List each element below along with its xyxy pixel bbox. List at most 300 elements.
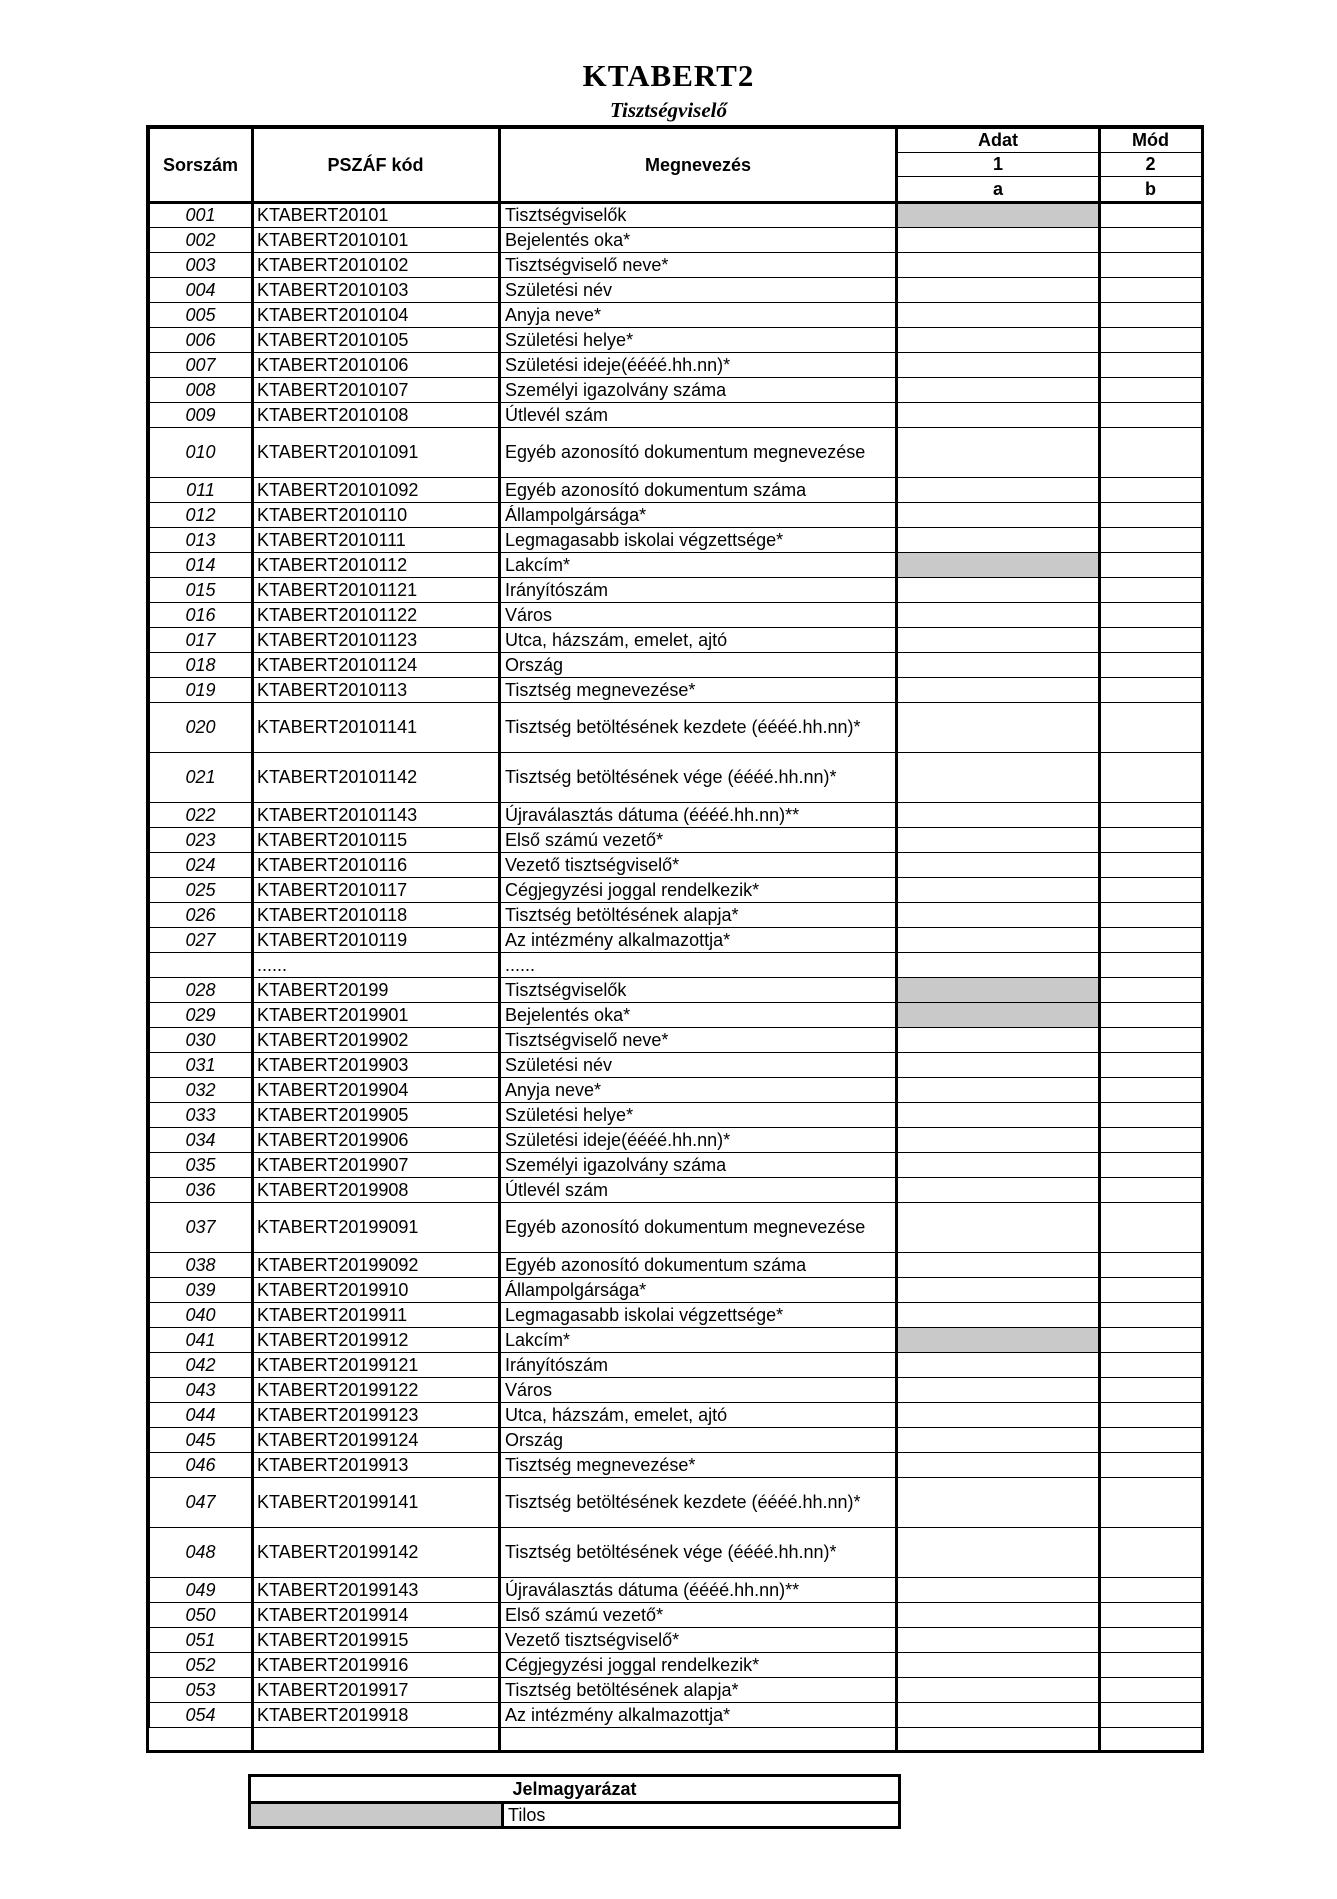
row-mod-cell[interactable]	[1100, 528, 1202, 553]
table-row	[150, 853, 1202, 878]
row-number: 022	[150, 803, 252, 828]
row-number: 014	[150, 553, 252, 578]
row-code: KTABERT20199092	[252, 1253, 500, 1278]
row-name: Tisztségviselők	[500, 203, 897, 228]
row-mod-cell[interactable]	[1100, 878, 1202, 903]
row-name: Anyja neve*	[500, 303, 897, 328]
row-mod-cell[interactable]	[1100, 953, 1202, 978]
row-number: 042	[150, 1353, 252, 1378]
row-code: KTABERT20101121	[252, 578, 500, 603]
row-mod-cell[interactable]	[1100, 553, 1202, 578]
table-row	[150, 1103, 1202, 1128]
row-name: Az intézmény alkalmazottja*	[500, 928, 897, 953]
row-adat-cell[interactable]	[897, 1353, 1100, 1378]
table-row	[150, 1028, 1202, 1053]
row-mod-cell[interactable]	[1100, 928, 1202, 953]
row-adat-cell[interactable]	[897, 928, 1100, 953]
row-name: Állampolgársága*	[500, 1278, 897, 1303]
header-adat: Adat	[897, 129, 1100, 153]
row-number: 053	[150, 1678, 252, 1703]
row-mod-cell[interactable]	[1100, 1328, 1202, 1353]
row-name: Bejelentés oka*	[500, 228, 897, 253]
row-code: KTABERT2019908	[252, 1178, 500, 1203]
row-number: 035	[150, 1153, 252, 1178]
row-name: Tisztségviselő neve*	[500, 253, 897, 278]
table-row	[150, 753, 1202, 803]
row-adat-cell[interactable]	[897, 303, 1100, 328]
row-number: 031	[150, 1053, 252, 1078]
table-row	[150, 1578, 1202, 1603]
table-row	[150, 928, 1202, 953]
row-code: KTABERT20199091	[252, 1203, 500, 1253]
row-mod-cell[interactable]	[1100, 1253, 1202, 1278]
table-row	[150, 1203, 1202, 1253]
row-name: Tisztségviselők	[500, 978, 897, 1003]
row-name: Tisztség betöltésének alapja*	[500, 903, 897, 928]
row-mod-cell[interactable]	[1100, 1353, 1202, 1378]
row-number: 009	[150, 403, 252, 428]
row-adat-cell[interactable]	[897, 1053, 1100, 1078]
row-mod-cell[interactable]	[1100, 603, 1202, 628]
row-mod-cell[interactable]	[1100, 503, 1202, 528]
row-name: Útlevél szám	[500, 403, 897, 428]
row-code: KTABERT20101124	[252, 653, 500, 678]
row-name: Egyéb azonosító dokumentum száma	[500, 478, 897, 503]
table-row	[150, 703, 1202, 753]
header-megnevezes: Megnevezés	[500, 129, 897, 203]
row-mod-cell[interactable]	[1100, 1453, 1202, 1478]
table-row	[150, 1353, 1202, 1378]
row-adat-cell[interactable]	[897, 353, 1100, 378]
table-row	[150, 603, 1202, 628]
row-code: KTABERT2010103	[252, 278, 500, 303]
row-number: 018	[150, 653, 252, 678]
header-mod-letter: b	[1100, 177, 1202, 203]
row-name: Utca, házszám, emelet, ajtó	[500, 1403, 897, 1428]
table-row	[150, 1153, 1202, 1178]
row-adat-cell[interactable]	[897, 1628, 1100, 1653]
row-name: Utca, házszám, emelet, ajtó	[500, 628, 897, 653]
row-code: KTABERT20199	[252, 978, 500, 1003]
row-mod-cell[interactable]	[1100, 1178, 1202, 1203]
row-mod-cell[interactable]	[1100, 1603, 1202, 1628]
row-adat-cell[interactable]	[897, 1603, 1100, 1628]
row-number: 040	[150, 1303, 252, 1328]
row-number: 054	[150, 1703, 252, 1728]
row-adat-cell[interactable]	[897, 1128, 1100, 1153]
table-row	[150, 1628, 1202, 1653]
row-number: 001	[150, 203, 252, 228]
row-name: Tisztség betöltésének alapja*	[500, 1678, 897, 1703]
row-number: 016	[150, 603, 252, 628]
row-mod-cell[interactable]	[1100, 1078, 1202, 1103]
row-mod-cell[interactable]	[1100, 1653, 1202, 1678]
row-number	[150, 953, 252, 978]
row-adat-cell[interactable]	[897, 253, 1100, 278]
table-row	[150, 353, 1202, 378]
row-mod-cell[interactable]	[1100, 828, 1202, 853]
row-mod-cell[interactable]	[1100, 278, 1202, 303]
table-row	[150, 628, 1202, 653]
row-number: 023	[150, 828, 252, 853]
row-code: KTABERT2010107	[252, 378, 500, 403]
row-number: 005	[150, 303, 252, 328]
row-mod-cell[interactable]	[1100, 1528, 1202, 1578]
row-code: KTABERT2019903	[252, 1053, 500, 1078]
row-adat-cell[interactable]	[897, 1078, 1100, 1103]
row-name: Első számú vezető*	[500, 1603, 897, 1628]
legend-label-tilos: Tilos	[508, 1805, 546, 1825]
row-adat-cell[interactable]	[897, 1403, 1100, 1428]
header-mod: Mód	[1100, 129, 1202, 153]
row-adat-cell[interactable]	[897, 1028, 1100, 1053]
row-code: KTABERT2019917	[252, 1678, 500, 1703]
row-number: 034	[150, 1128, 252, 1153]
legend-title: Jelmagyarázat	[251, 1777, 898, 1804]
row-adat-cell[interactable]	[897, 853, 1100, 878]
row-name: Város	[500, 603, 897, 628]
row-adat-cell[interactable]	[897, 828, 1100, 853]
header-mod-number: 2	[1100, 153, 1202, 177]
table-row	[150, 253, 1202, 278]
row-name: Első számú vezető*	[500, 828, 897, 853]
row-number: 019	[150, 678, 252, 703]
row-name: Születési helye*	[500, 328, 897, 353]
row-adat-cell[interactable]	[897, 1303, 1100, 1328]
row-code: KTABERT2019902	[252, 1028, 500, 1053]
row-adat-cell[interactable]	[897, 528, 1100, 553]
row-number: 012	[150, 503, 252, 528]
row-mod-cell[interactable]	[1100, 303, 1202, 328]
table-row	[150, 1328, 1202, 1353]
row-number: 003	[150, 253, 252, 278]
row-number: 046	[150, 1453, 252, 1478]
row-number: 028	[150, 978, 252, 1003]
row-adat-cell[interactable]	[897, 1103, 1100, 1128]
row-number: 002	[150, 228, 252, 253]
row-adat-cell[interactable]	[897, 1003, 1100, 1028]
row-adat-cell[interactable]	[897, 428, 1100, 478]
row-mod-cell[interactable]	[1100, 1203, 1202, 1253]
row-number: 007	[150, 353, 252, 378]
row-adat-cell[interactable]	[897, 603, 1100, 628]
row-mod-cell[interactable]	[1100, 353, 1202, 378]
row-mod-cell[interactable]	[1100, 853, 1202, 878]
row-number: 020	[150, 703, 252, 753]
row-mod-cell[interactable]	[1100, 1478, 1202, 1528]
row-code: KTABERT20199141	[252, 1478, 500, 1528]
header-sorszam: Sorszám	[150, 129, 252, 203]
row-number: 043	[150, 1378, 252, 1403]
row-name: Tisztség betöltésének kezdete (éééé.hh.nn)*	[500, 1478, 897, 1528]
row-mod-cell[interactable]	[1100, 653, 1202, 678]
row-adat-cell[interactable]	[897, 1153, 1100, 1178]
table-row	[150, 1053, 1202, 1078]
row-name: Anyja neve*	[500, 1078, 897, 1103]
row-number: 050	[150, 1603, 252, 1628]
row-adat-cell[interactable]	[897, 978, 1100, 1003]
row-code: KTABERT2010119	[252, 928, 500, 953]
row-code: KTABERT2019918	[252, 1703, 500, 1728]
row-name: Tisztség betöltésének vége (éééé.hh.nn)*	[500, 753, 897, 803]
row-mod-cell[interactable]	[1100, 1103, 1202, 1128]
row-code: KTABERT2010105	[252, 328, 500, 353]
row-number: 024	[150, 853, 252, 878]
row-mod-cell[interactable]	[1100, 978, 1202, 1003]
row-name: Cégjegyzési joggal rendelkezik*	[500, 878, 897, 903]
row-number: 030	[150, 1028, 252, 1053]
row-adat-cell[interactable]	[897, 1703, 1100, 1728]
row-mod-cell[interactable]	[1100, 1153, 1202, 1178]
row-adat-cell[interactable]	[897, 328, 1100, 353]
row-adat-cell[interactable]	[897, 1653, 1100, 1678]
row-name: Születési név	[500, 1053, 897, 1078]
header-adat-number: 1	[897, 153, 1100, 177]
row-mod-cell[interactable]	[1100, 1678, 1202, 1703]
row-adat-cell[interactable]	[897, 1203, 1100, 1253]
table-row	[150, 1403, 1202, 1428]
row-mod-cell[interactable]	[1100, 578, 1202, 603]
table-row	[150, 1428, 1202, 1453]
divider-sorszam	[251, 127, 254, 1751]
table-row	[150, 1278, 1202, 1303]
row-name: Tisztségviselő neve*	[500, 1028, 897, 1053]
row-mod-cell[interactable]	[1100, 1378, 1202, 1403]
table-row	[150, 303, 1202, 328]
row-number: 041	[150, 1328, 252, 1353]
table-row	[150, 978, 1202, 1003]
row-name: Vezető tisztségviselő*	[500, 853, 897, 878]
table-row	[150, 378, 1202, 403]
table-row	[150, 878, 1202, 903]
row-name: Ország	[500, 653, 897, 678]
row-adat-cell[interactable]	[897, 1253, 1100, 1278]
row-name: Lakcím*	[500, 1328, 897, 1353]
row-code: KTABERT2010110	[252, 503, 500, 528]
table-row	[150, 1378, 1202, 1403]
legend	[248, 1774, 901, 1829]
table-row	[150, 1128, 1202, 1153]
row-name: Születési név	[500, 278, 897, 303]
row-name: Tisztség megnevezése*	[500, 1453, 897, 1478]
row-mod-cell[interactable]	[1100, 328, 1202, 353]
row-mod-cell[interactable]	[1100, 1053, 1202, 1078]
row-name: Ország	[500, 1428, 897, 1453]
row-mod-cell[interactable]	[1100, 703, 1202, 753]
row-mod-cell[interactable]	[1100, 1578, 1202, 1603]
table-row	[150, 1528, 1202, 1578]
row-code: KTABERT20101091	[252, 428, 500, 478]
row-name: Az intézmény alkalmazottja*	[500, 1703, 897, 1728]
row-mod-cell[interactable]	[1100, 428, 1202, 478]
row-adat-cell[interactable]	[897, 578, 1100, 603]
row-number: 052	[150, 1653, 252, 1678]
row-adat-cell[interactable]	[897, 1278, 1100, 1303]
table-row	[150, 528, 1202, 553]
row-adat-cell[interactable]	[897, 878, 1100, 903]
table-row	[150, 578, 1202, 603]
row-mod-cell[interactable]	[1100, 1128, 1202, 1153]
row-number: 021	[150, 753, 252, 803]
table-row	[150, 1478, 1202, 1528]
row-mod-cell[interactable]	[1100, 1703, 1202, 1728]
row-number: 025	[150, 878, 252, 903]
row-adat-cell[interactable]	[897, 1378, 1100, 1403]
row-code: KTABERT20101122	[252, 603, 500, 628]
row-code: KTABERT20101123	[252, 628, 500, 653]
row-mod-cell[interactable]	[1100, 403, 1202, 428]
row-name: Személyi igazolvány száma	[500, 378, 897, 403]
table-row	[150, 478, 1202, 503]
row-number: 013	[150, 528, 252, 553]
row-number: 010	[150, 428, 252, 478]
row-code: ......	[252, 953, 500, 978]
row-name: Születési ideje(éééé.hh.nn)*	[500, 1128, 897, 1153]
row-number: 006	[150, 328, 252, 353]
row-mod-cell[interactable]	[1100, 478, 1202, 503]
row-adat-cell[interactable]	[897, 703, 1100, 753]
row-number: 049	[150, 1578, 252, 1603]
row-name: Állampolgársága*	[500, 503, 897, 528]
row-name: Születési helye*	[500, 1103, 897, 1128]
legend-swatch-tilos	[251, 1804, 504, 1826]
row-mod-cell[interactable]	[1100, 1403, 1202, 1428]
row-mod-cell[interactable]	[1100, 903, 1202, 928]
row-name: Tisztség betöltésének kezdete (éééé.hh.nn)*	[500, 703, 897, 753]
table-row	[150, 1453, 1202, 1478]
row-mod-cell[interactable]	[1100, 203, 1202, 228]
row-name: Irányítószám	[500, 1353, 897, 1378]
row-mod-cell[interactable]	[1100, 678, 1202, 703]
row-code: KTABERT20101142	[252, 753, 500, 803]
row-adat-cell[interactable]	[897, 378, 1100, 403]
row-name: Cégjegyzési joggal rendelkezik*	[500, 1653, 897, 1678]
row-code: KTABERT2019914	[252, 1603, 500, 1628]
row-number: 038	[150, 1253, 252, 1278]
table-row	[150, 903, 1202, 928]
row-mod-cell[interactable]	[1100, 803, 1202, 828]
table-row	[150, 653, 1202, 678]
row-adat-cell[interactable]	[897, 803, 1100, 828]
row-name: Születési ideje(éééé.hh.nn)*	[500, 353, 897, 378]
row-mod-cell[interactable]	[1100, 253, 1202, 278]
row-adat-cell[interactable]	[897, 1428, 1100, 1453]
table-row	[150, 1003, 1202, 1028]
row-name: Tisztség betöltésének vége (éééé.hh.nn)*	[500, 1528, 897, 1578]
row-code: KTABERT20199143	[252, 1578, 500, 1603]
row-adat-cell[interactable]	[897, 503, 1100, 528]
row-name: Egyéb azonosító dokumentum megnevezése	[500, 428, 897, 478]
row-number: 045	[150, 1428, 252, 1453]
form-title: KTABERT2	[582, 58, 755, 93]
row-adat-cell[interactable]	[897, 203, 1100, 228]
row-mod-cell[interactable]	[1100, 1303, 1202, 1328]
row-code: KTABERT2010115	[252, 828, 500, 853]
row-adat-cell[interactable]	[897, 1328, 1100, 1353]
row-code: KTABERT2019911	[252, 1303, 500, 1328]
row-code: KTABERT20199122	[252, 1378, 500, 1403]
row-adat-cell[interactable]	[897, 953, 1100, 978]
row-code: KTABERT2010108	[252, 403, 500, 428]
row-adat-cell[interactable]	[897, 653, 1100, 678]
row-name: Személyi igazolvány száma	[500, 1153, 897, 1178]
row-adat-cell[interactable]	[897, 753, 1100, 803]
row-adat-cell[interactable]	[897, 1528, 1100, 1578]
table-row	[150, 278, 1202, 303]
row-name: Legmagasabb iskolai végzettsége*	[500, 528, 897, 553]
row-code: KTABERT2019913	[252, 1453, 500, 1478]
row-adat-cell[interactable]	[897, 403, 1100, 428]
row-code: KTABERT2010102	[252, 253, 500, 278]
row-code: KTABERT2019906	[252, 1128, 500, 1153]
table-row	[150, 228, 1202, 253]
row-name: ......	[500, 953, 897, 978]
row-number: 036	[150, 1178, 252, 1203]
row-mod-cell[interactable]	[1100, 228, 1202, 253]
row-mod-cell[interactable]	[1100, 753, 1202, 803]
row-mod-cell[interactable]	[1100, 1628, 1202, 1653]
row-mod-cell[interactable]	[1100, 628, 1202, 653]
row-adat-cell[interactable]	[897, 553, 1100, 578]
table-row	[150, 203, 1202, 228]
row-adat-cell[interactable]	[897, 1478, 1100, 1528]
row-adat-cell[interactable]	[897, 678, 1100, 703]
row-name: Bejelentés oka*	[500, 1003, 897, 1028]
row-code: KTABERT2010112	[252, 553, 500, 578]
table-row	[150, 403, 1202, 428]
table-row	[150, 1603, 1202, 1628]
row-number: 015	[150, 578, 252, 603]
row-mod-cell[interactable]	[1100, 1428, 1202, 1453]
row-adat-cell[interactable]	[897, 278, 1100, 303]
row-number: 026	[150, 903, 252, 928]
row-adat-cell[interactable]	[897, 478, 1100, 503]
table-row	[150, 1078, 1202, 1103]
row-adat-cell[interactable]	[897, 1178, 1100, 1203]
row-number: 039	[150, 1278, 252, 1303]
row-adat-cell[interactable]	[897, 1453, 1100, 1478]
row-adat-cell[interactable]	[897, 1678, 1100, 1703]
row-code: KTABERT20199142	[252, 1528, 500, 1578]
table-row	[150, 1678, 1202, 1703]
row-name: Vezető tisztségviselő*	[500, 1628, 897, 1653]
row-number: 048	[150, 1528, 252, 1578]
row-mod-cell[interactable]	[1100, 1278, 1202, 1303]
row-code: KTABERT2010116	[252, 853, 500, 878]
row-mod-cell[interactable]	[1100, 1003, 1202, 1028]
row-name: Tisztség megnevezése*	[500, 678, 897, 703]
row-adat-cell[interactable]	[897, 228, 1100, 253]
row-code: KTABERT2019912	[252, 1328, 500, 1353]
divider-code	[498, 127, 501, 1751]
table-row	[150, 1653, 1202, 1678]
table-row	[150, 803, 1202, 828]
row-code: KTABERT20101092	[252, 478, 500, 503]
row-code: KTABERT2019910	[252, 1278, 500, 1303]
header-pszaf-kod: PSZÁF kód	[252, 129, 500, 203]
row-adat-cell[interactable]	[897, 628, 1100, 653]
table-row	[150, 503, 1202, 528]
row-adat-cell[interactable]	[897, 903, 1100, 928]
row-code: KTABERT2019907	[252, 1153, 500, 1178]
row-code: KTABERT20101141	[252, 703, 500, 753]
row-mod-cell[interactable]	[1100, 378, 1202, 403]
row-code: KTABERT2019901	[252, 1003, 500, 1028]
divider-name	[895, 127, 898, 1751]
row-mod-cell[interactable]	[1100, 1028, 1202, 1053]
table-row	[150, 828, 1202, 853]
row-adat-cell[interactable]	[897, 1578, 1100, 1603]
